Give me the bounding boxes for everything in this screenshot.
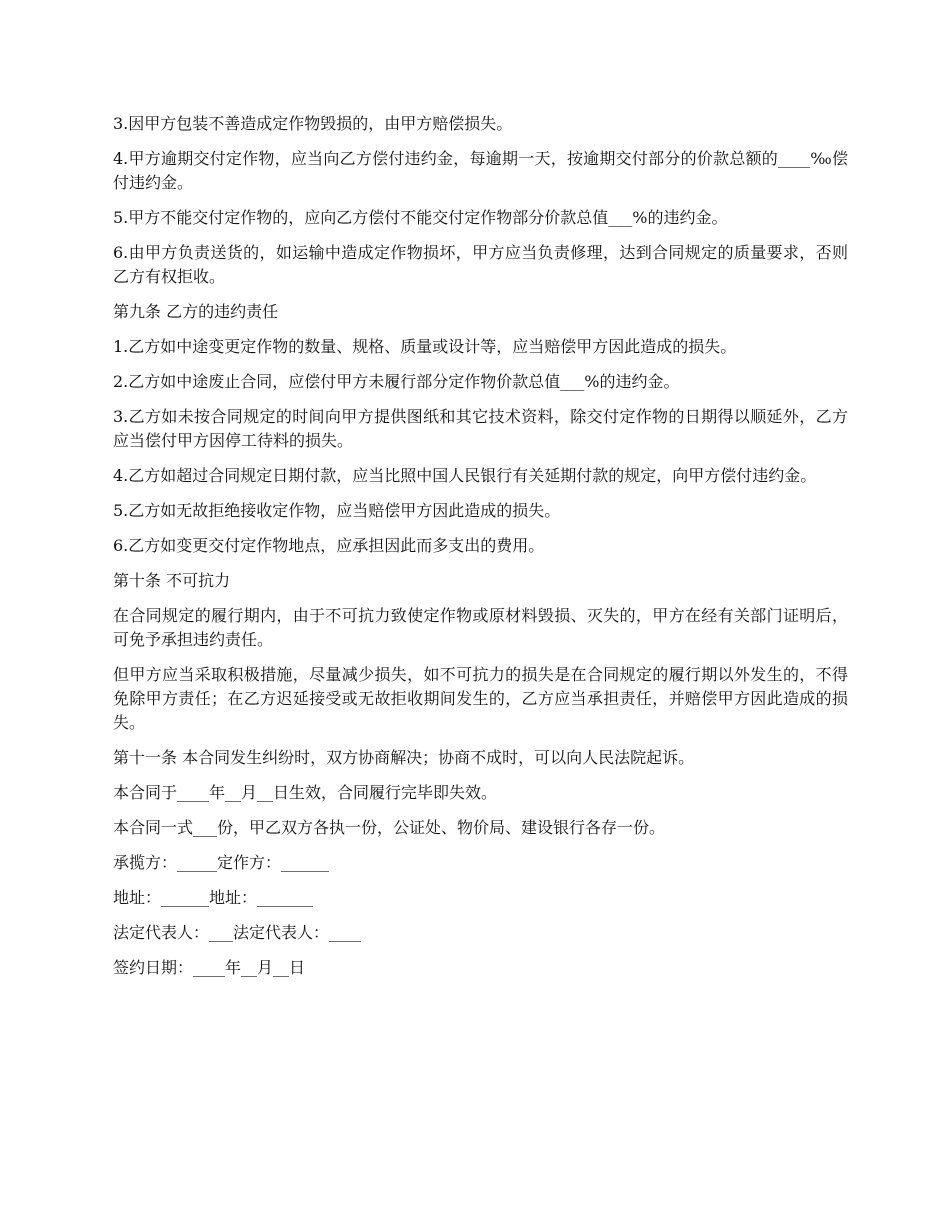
article-paragraph: 第十一条 本合同发生纠纷时，双方协商解决；协商不成时，可以向人民法院起诉。 <box>113 748 695 767</box>
clause-paragraph: 5.甲方不能交付定作物的，应向乙方偿付不能交付定作物部分价款总值___%的违约金。 <box>113 208 728 227</box>
clause-paragraph: 在合同规定的履行期内，由于不可抗力致使定作物或原材料毁损、灭失的，甲方在经有关部门证明后，可免予承担违约责任。 <box>113 606 848 649</box>
clause-paragraph: 1.乙方如中途变更定作物的数量、规格、质量或设计等，应当赔偿甲方因此造成的损失。 <box>113 337 737 356</box>
clause-paragraph: 3.因甲方包装不善造成定作物毁损的，由甲方赔偿损失。 <box>113 114 513 133</box>
article-heading: 第十条 不可抗力 <box>113 571 231 590</box>
clause-paragraph: 4.乙方如超过合同规定日期付款，应当比照中国人民银行有关延期付款的规定，向甲方偿付违约金。 <box>113 466 817 485</box>
clause-paragraph: 6.乙方如变更交付定作物地点，应承担因此而多支出的费用。 <box>113 536 545 555</box>
legal-representative-line: 法定代表人：___法定代表人：____ <box>113 923 362 942</box>
contract-page <box>113 112 848 991</box>
clause-paragraph: 5.乙方如无故拒绝接收定作物，应当赔偿甲方因此造成的损失。 <box>113 501 561 520</box>
copies-line: 本合同一式___份，甲乙双方各执一份，公证处、物价局、建设银行各存一份。 <box>113 818 666 837</box>
clause-paragraph: 2.乙方如中途废止合同，应偿付甲方未履行部分定作物价款总值___%的违约金。 <box>113 372 680 391</box>
clause-paragraph: 6.由甲方负责送货的，如运输中造成定作物损坏，甲方应当负责修理，达到合同规定的质量要求，否则乙方有权拒收。 <box>113 243 848 286</box>
address-line: 地址：______地址：_______ <box>113 888 314 907</box>
clause-paragraph: 4.甲方逾期交付定作物，应当向乙方偿付违约金，每逾期一天，按逾期交付部分的价款总额的____‰偿付违约金。 <box>113 149 848 192</box>
signing-date-line: 签约日期：____年__月__日 <box>113 958 306 977</box>
article-heading: 第九条 乙方的违约责任 <box>113 302 279 321</box>
clause-paragraph: 3.乙方如未按合同规定的时间向甲方提供图纸和其它技术资料，除交付定作物的日期得以顺延外，乙方应当偿付甲方因停工待料的损失。 <box>113 407 848 450</box>
party-signature-line: 承揽方：_____定作方：______ <box>113 853 330 872</box>
effective-date-line: 本合同于____年__月__日生效，合同履行完毕即失效。 <box>113 783 498 802</box>
clause-paragraph: 但甲方应当采取积极措施，尽量减少损失，如不可抗力的损失是在合同规定的履行期以外发生的，不得免除甲方责任；在乙方迟延接受或无故拒收期间发生的，乙方应当承担责任，并赔偿甲方因此造成的损失。 <box>113 665 848 732</box>
